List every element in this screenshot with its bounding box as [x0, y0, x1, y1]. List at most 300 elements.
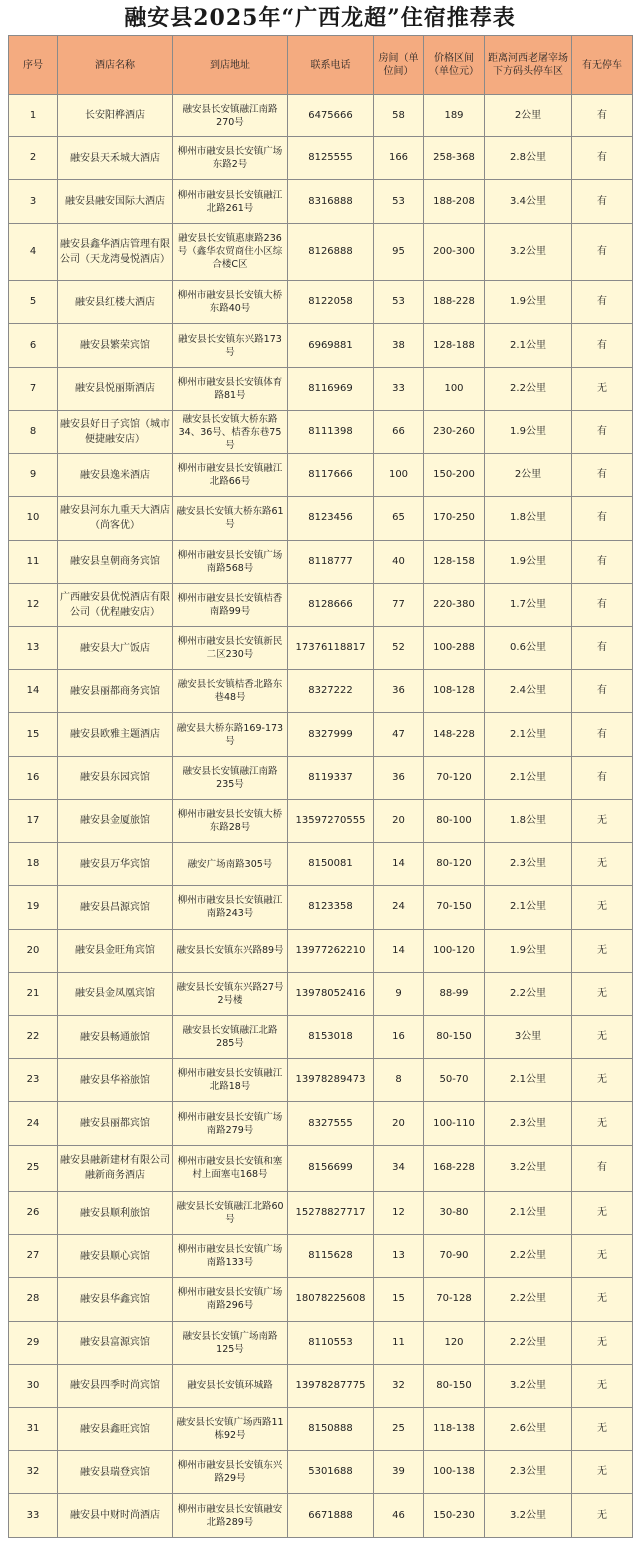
cell-index: 25	[9, 1145, 58, 1191]
cell-distance: 1.8公里	[485, 497, 572, 540]
cell-parking: 有	[572, 281, 633, 324]
cell-price: 150-200	[424, 454, 485, 497]
cell-price: 188-208	[424, 180, 485, 223]
cell-rooms: 9	[374, 972, 424, 1015]
cell-phone: 8327222	[288, 670, 374, 713]
cell-parking: 无	[572, 1278, 633, 1321]
cell-distance: 0.6公里	[485, 627, 572, 670]
cell-parking: 有	[572, 410, 633, 453]
cell-price: 189	[424, 95, 485, 137]
cell-name: 融安县大广饭店	[58, 627, 173, 670]
cell-price: 100-288	[424, 627, 485, 670]
cell-phone: 8119337	[288, 756, 374, 799]
cell-address: 柳州市融安县长安镇广场南路296号	[173, 1278, 288, 1321]
cell-distance: 2公里	[485, 454, 572, 497]
cell-index: 31	[9, 1408, 58, 1451]
cell-phone: 13978287775	[288, 1364, 374, 1407]
cell-address: 融安县长安镇广场西路11栋92号	[173, 1408, 288, 1451]
cell-name: 融安县融安国际大酒店	[58, 180, 173, 223]
cell-name: 融安县东园宾馆	[58, 756, 173, 799]
cell-rooms: 25	[374, 1408, 424, 1451]
cell-phone: 8116969	[288, 367, 374, 410]
cell-parking: 有	[572, 670, 633, 713]
cell-name: 融安县顺利旅馆	[58, 1191, 173, 1234]
cell-index: 15	[9, 713, 58, 756]
cell-address: 柳州市融安县长安镇大桥东路40号	[173, 281, 288, 324]
cell-rooms: 77	[374, 583, 424, 626]
cell-phone: 8125555	[288, 137, 374, 180]
cell-parking: 无	[572, 1364, 633, 1407]
cell-rooms: 24	[374, 886, 424, 929]
cell-parking: 有	[572, 627, 633, 670]
cell-distance: 2.3公里	[485, 1102, 572, 1145]
cell-phone: 8123358	[288, 886, 374, 929]
cell-parking: 有	[572, 324, 633, 367]
cell-price: 50-70	[424, 1059, 485, 1102]
cell-address: 柳州市融安县长安镇融江北路261号	[173, 180, 288, 223]
cell-name: 融安县丽都商务宾馆	[58, 670, 173, 713]
cell-phone: 13978052416	[288, 972, 374, 1015]
cell-index: 8	[9, 410, 58, 453]
cell-name: 融安县天禾城大酒店	[58, 137, 173, 180]
cell-distance: 2.8公里	[485, 137, 572, 180]
cell-rooms: 53	[374, 180, 424, 223]
cell-name: 融安县鑫华酒店管理有限公司（天龙湾曼悦酒店）	[58, 223, 173, 281]
cell-phone: 6671888	[288, 1494, 374, 1538]
cell-index: 16	[9, 756, 58, 799]
cell-price: 70-90	[424, 1235, 485, 1278]
cell-phone: 8128666	[288, 583, 374, 626]
table-row	[9, 324, 633, 367]
cell-distance: 1.9公里	[485, 540, 572, 583]
cell-rooms: 40	[374, 540, 424, 583]
cell-index: 9	[9, 454, 58, 497]
cell-index: 5	[9, 281, 58, 324]
table-body	[9, 95, 633, 1538]
cell-price: 80-100	[424, 799, 485, 842]
cell-rooms: 38	[374, 324, 424, 367]
cell-name: 融安县欧雅主题酒店	[58, 713, 173, 756]
cell-index: 28	[9, 1278, 58, 1321]
cell-distance: 2.1公里	[485, 886, 572, 929]
table-row	[9, 497, 633, 540]
cell-distance: 2.2公里	[485, 1321, 572, 1364]
cell-price: 168-228	[424, 1145, 485, 1191]
table-row	[9, 1145, 633, 1191]
cell-price: 80-120	[424, 843, 485, 886]
cell-name: 融安县富源宾馆	[58, 1321, 173, 1364]
table-row	[9, 799, 633, 842]
cell-parking: 有	[572, 180, 633, 223]
cell-index: 1	[9, 95, 58, 137]
cell-parking: 无	[572, 1191, 633, 1234]
table-row	[9, 367, 633, 410]
cell-price: 220-380	[424, 583, 485, 626]
cell-distance: 3.2公里	[485, 1364, 572, 1407]
cell-phone: 5301688	[288, 1451, 374, 1494]
cell-price: 80-150	[424, 1015, 485, 1058]
cell-price: 150-230	[424, 1494, 485, 1538]
table-row	[9, 137, 633, 180]
cell-name: 融安县金厦旅馆	[58, 799, 173, 842]
cell-index: 7	[9, 367, 58, 410]
cell-name: 融安县金旺角宾馆	[58, 929, 173, 972]
cell-phone: 8153018	[288, 1015, 374, 1058]
table-row	[9, 180, 633, 223]
cell-distance: 2.1公里	[485, 756, 572, 799]
cell-parking: 有	[572, 454, 633, 497]
table-row	[9, 1451, 633, 1494]
table-row	[9, 410, 633, 453]
table-row	[9, 1191, 633, 1234]
cell-price: 148-228	[424, 713, 485, 756]
cell-parking: 无	[572, 929, 633, 972]
cell-rooms: 95	[374, 223, 424, 281]
cell-price: 118-138	[424, 1408, 485, 1451]
cell-distance: 3.4公里	[485, 180, 572, 223]
cell-name: 融安县鑫旺宾馆	[58, 1408, 173, 1451]
cell-index: 6	[9, 324, 58, 367]
cell-name: 融安县繁荣宾馆	[58, 324, 173, 367]
cell-rooms: 11	[374, 1321, 424, 1364]
cell-rooms: 8	[374, 1059, 424, 1102]
cell-rooms: 52	[374, 627, 424, 670]
cell-distance: 1.7公里	[485, 583, 572, 626]
table-row	[9, 281, 633, 324]
cell-index: 22	[9, 1015, 58, 1058]
cell-distance: 1.9公里	[485, 281, 572, 324]
cell-index: 32	[9, 1451, 58, 1494]
cell-distance: 1.8公里	[485, 799, 572, 842]
header-phone: 联系电话	[288, 36, 374, 95]
cell-rooms: 34	[374, 1145, 424, 1191]
cell-price: 200-300	[424, 223, 485, 281]
cell-address: 柳州市融安县长安镇融安北路289号	[173, 1494, 288, 1538]
cell-phone: 8111398	[288, 410, 374, 453]
cell-rooms: 66	[374, 410, 424, 453]
cell-address: 柳州市融安县长安镇广场南路279号	[173, 1102, 288, 1145]
cell-address: 融安县长安镇融江北路285号	[173, 1015, 288, 1058]
table-row	[9, 886, 633, 929]
cell-index: 19	[9, 886, 58, 929]
table-row	[9, 95, 633, 137]
cell-parking: 无	[572, 1235, 633, 1278]
cell-distance: 2公里	[485, 95, 572, 137]
cell-distance: 2.3公里	[485, 1451, 572, 1494]
cell-phone: 8110553	[288, 1321, 374, 1364]
cell-index: 20	[9, 929, 58, 972]
cell-phone: 6475666	[288, 95, 374, 137]
table-row	[9, 1059, 633, 1102]
cell-price: 230-260	[424, 410, 485, 453]
cell-parking: 无	[572, 367, 633, 410]
cell-distance: 3.2公里	[485, 1145, 572, 1191]
cell-price: 70-128	[424, 1278, 485, 1321]
cell-rooms: 14	[374, 843, 424, 886]
cell-parking: 无	[572, 1102, 633, 1145]
cell-rooms: 33	[374, 367, 424, 410]
cell-parking: 有	[572, 540, 633, 583]
table-row	[9, 540, 633, 583]
cell-parking: 有	[572, 223, 633, 281]
cell-rooms: 39	[374, 1451, 424, 1494]
table-row	[9, 1494, 633, 1538]
cell-rooms: 20	[374, 799, 424, 842]
header-name: 酒店名称	[58, 36, 173, 95]
cell-name: 融安县畅通旅馆	[58, 1015, 173, 1058]
cell-name: 融安县瑞登宾馆	[58, 1451, 173, 1494]
cell-name: 融安县逸米酒店	[58, 454, 173, 497]
cell-parking: 有	[572, 95, 633, 137]
cell-rooms: 14	[374, 929, 424, 972]
cell-address: 融安县长安镇大桥东路61号	[173, 497, 288, 540]
cell-price: 128-188	[424, 324, 485, 367]
table-row	[9, 756, 633, 799]
cell-parking: 无	[572, 1059, 633, 1102]
cell-distance: 2.1公里	[485, 1191, 572, 1234]
cell-index: 24	[9, 1102, 58, 1145]
cell-phone: 15278827717	[288, 1191, 374, 1234]
cell-price: 100	[424, 367, 485, 410]
cell-name: 融安县四季时尚宾馆	[58, 1364, 173, 1407]
cell-rooms: 32	[374, 1364, 424, 1407]
cell-distance: 1.9公里	[485, 929, 572, 972]
cell-name: 融安县河东九重天大酒店（尚客优）	[58, 497, 173, 540]
cell-address: 融安县长安镇东兴路173号	[173, 324, 288, 367]
cell-address: 融安广场南路305号	[173, 843, 288, 886]
cell-address: 融安县长安镇东兴路89号	[173, 929, 288, 972]
cell-price: 108-128	[424, 670, 485, 713]
cell-parking: 有	[572, 583, 633, 626]
cell-distance: 2.6公里	[485, 1408, 572, 1451]
cell-address: 融安县长安镇东兴路27号2号楼	[173, 972, 288, 1015]
cell-price: 80-150	[424, 1364, 485, 1407]
cell-price: 128-158	[424, 540, 485, 583]
cell-phone: 8156699	[288, 1145, 374, 1191]
cell-index: 29	[9, 1321, 58, 1364]
cell-rooms: 58	[374, 95, 424, 137]
table-row	[9, 627, 633, 670]
cell-index: 26	[9, 1191, 58, 1234]
cell-name: 广西融安县优悦酒店有限公司（优程融安店）	[58, 583, 173, 626]
cell-distance: 1.9公里	[485, 410, 572, 453]
cell-address: 柳州市融安县长安镇新民二区230号	[173, 627, 288, 670]
cell-index: 33	[9, 1494, 58, 1538]
cell-phone: 8150081	[288, 843, 374, 886]
cell-index: 17	[9, 799, 58, 842]
cell-index: 10	[9, 497, 58, 540]
cell-phone: 8327555	[288, 1102, 374, 1145]
cell-address: 融安县长安镇大桥东路34、36号、桔香东巷75号	[173, 410, 288, 453]
cell-address: 融安县长安镇桔香北路东巷48号	[173, 670, 288, 713]
cell-rooms: 20	[374, 1102, 424, 1145]
cell-phone: 8123456	[288, 497, 374, 540]
cell-distance: 2.1公里	[485, 1059, 572, 1102]
cell-name: 融安县丽都宾馆	[58, 1102, 173, 1145]
cell-rooms: 15	[374, 1278, 424, 1321]
cell-phone: 13977262210	[288, 929, 374, 972]
cell-distance: 2.2公里	[485, 1278, 572, 1321]
cell-price: 30-80	[424, 1191, 485, 1234]
cell-distance: 2.3公里	[485, 843, 572, 886]
cell-phone: 8327999	[288, 713, 374, 756]
cell-parking: 无	[572, 972, 633, 1015]
cell-address: 融安县长安镇融江南路270号	[173, 95, 288, 137]
cell-rooms: 13	[374, 1235, 424, 1278]
cell-phone: 8150888	[288, 1408, 374, 1451]
cell-price: 100-138	[424, 1451, 485, 1494]
cell-price: 188-228	[424, 281, 485, 324]
cell-price: 170-250	[424, 497, 485, 540]
cell-address: 柳州市融安县长安镇体育路81号	[173, 367, 288, 410]
cell-address: 融安县长安镇融江北路60号	[173, 1191, 288, 1234]
cell-name: 融安县金凤凰宾馆	[58, 972, 173, 1015]
cell-phone: 6969881	[288, 324, 374, 367]
cell-address: 柳州市融安县长安镇大桥东路28号	[173, 799, 288, 842]
cell-rooms: 16	[374, 1015, 424, 1058]
cell-price: 120	[424, 1321, 485, 1364]
cell-distance: 2.2公里	[485, 367, 572, 410]
cell-phone: 8115628	[288, 1235, 374, 1278]
cell-parking: 无	[572, 843, 633, 886]
cell-name: 融安县好日子宾馆（城市便捷融安店）	[58, 410, 173, 453]
cell-distance: 2.1公里	[485, 324, 572, 367]
cell-index: 23	[9, 1059, 58, 1102]
cell-index: 27	[9, 1235, 58, 1278]
cell-distance: 2.1公里	[485, 713, 572, 756]
cell-parking: 有	[572, 497, 633, 540]
cell-parking: 无	[572, 799, 633, 842]
hotel-table	[8, 35, 633, 1538]
cell-index: 30	[9, 1364, 58, 1407]
cell-rooms: 65	[374, 497, 424, 540]
cell-parking: 有	[572, 756, 633, 799]
cell-price: 70-120	[424, 756, 485, 799]
cell-phone: 18078225608	[288, 1278, 374, 1321]
cell-address: 柳州市融安县长安镇东兴路29号	[173, 1451, 288, 1494]
cell-price: 100-110	[424, 1102, 485, 1145]
cell-parking: 有	[572, 137, 633, 180]
cell-address: 融安县长安镇广场南路125号	[173, 1321, 288, 1364]
header-distance: 距离河西老屠宰场下方码头停车区	[485, 36, 572, 95]
cell-rooms: 100	[374, 454, 424, 497]
cell-name: 融安县融新建材有限公司融新商务酒店	[58, 1145, 173, 1191]
cell-rooms: 36	[374, 756, 424, 799]
cell-address: 柳州市融安县长安镇和塞村上面塞屯168号	[173, 1145, 288, 1191]
cell-address: 柳州市融安县长安镇广场南路568号	[173, 540, 288, 583]
header-rooms: 房间（单位间）	[374, 36, 424, 95]
table-row	[9, 713, 633, 756]
cell-parking: 无	[572, 1408, 633, 1451]
cell-parking: 无	[572, 1451, 633, 1494]
cell-phone: 13597270555	[288, 799, 374, 842]
cell-name: 融安县万华宾馆	[58, 843, 173, 886]
cell-phone: 17376118817	[288, 627, 374, 670]
cell-address: 融安县长安镇融江南路235号	[173, 756, 288, 799]
cell-index: 18	[9, 843, 58, 886]
cell-name: 融安县中财时尚酒店	[58, 1494, 173, 1538]
cell-phone: 13978289473	[288, 1059, 374, 1102]
cell-address: 柳州市融安县长安镇融江南路243号	[173, 886, 288, 929]
header-address: 到店地址	[173, 36, 288, 95]
cell-price: 258-368	[424, 137, 485, 180]
table-row	[9, 1321, 633, 1364]
cell-index: 12	[9, 583, 58, 626]
cell-parking: 有	[572, 713, 633, 756]
cell-name: 融安县华鑫宾馆	[58, 1278, 173, 1321]
table-row	[9, 1235, 633, 1278]
cell-distance: 2.2公里	[485, 972, 572, 1015]
cell-parking: 无	[572, 1015, 633, 1058]
table-row	[9, 1102, 633, 1145]
cell-phone: 8118777	[288, 540, 374, 583]
cell-index: 4	[9, 223, 58, 281]
table-row	[9, 454, 633, 497]
table-row	[9, 1408, 633, 1451]
cell-address: 融安县长安镇环城路	[173, 1364, 288, 1407]
cell-name: 长安阳桦酒店	[58, 95, 173, 137]
cell-address: 柳州市融安县长安镇广场东路2号	[173, 137, 288, 180]
cell-price: 70-150	[424, 886, 485, 929]
cell-distance: 2.2公里	[485, 1235, 572, 1278]
cell-name: 融安县顺心宾馆	[58, 1235, 173, 1278]
cell-address: 柳州市融安县长安镇融江北路66号	[173, 454, 288, 497]
table-row	[9, 223, 633, 281]
header-index: 序号	[9, 36, 58, 95]
cell-phone: 8122058	[288, 281, 374, 324]
table-row	[9, 929, 633, 972]
cell-phone: 8126888	[288, 223, 374, 281]
header-parking: 有无停车	[572, 36, 633, 95]
cell-distance: 3.2公里	[485, 1494, 572, 1538]
cell-address: 柳州市融安县长安镇广场南路133号	[173, 1235, 288, 1278]
page-title: 融安县2025年“广西龙超”住宿推荐表	[124, 5, 516, 31]
cell-rooms: 166	[374, 137, 424, 180]
cell-index: 14	[9, 670, 58, 713]
table-row	[9, 1278, 633, 1321]
cell-rooms: 46	[374, 1494, 424, 1538]
cell-name: 融安县红楼大酒店	[58, 281, 173, 324]
table-row	[9, 843, 633, 886]
cell-address: 柳州市融安县长安镇融江北路18号	[173, 1059, 288, 1102]
cell-rooms: 36	[374, 670, 424, 713]
cell-address: 融安县长安镇惠康路236号（鑫华农贸商住小区综合楼C区	[173, 223, 288, 281]
cell-parking: 有	[572, 1145, 633, 1191]
cell-rooms: 12	[374, 1191, 424, 1234]
cell-distance: 3.2公里	[485, 223, 572, 281]
cell-name: 融安县华裕旅馆	[58, 1059, 173, 1102]
cell-price: 88-99	[424, 972, 485, 1015]
table-row	[9, 1364, 633, 1407]
cell-phone: 8316888	[288, 180, 374, 223]
cell-index: 2	[9, 137, 58, 180]
cell-distance: 3公里	[485, 1015, 572, 1058]
cell-distance: 2.4公里	[485, 670, 572, 713]
cell-rooms: 47	[374, 713, 424, 756]
cell-name: 融安县昌源宾馆	[58, 886, 173, 929]
cell-address: 融安县大桥东路169-173号	[173, 713, 288, 756]
table-row	[9, 972, 633, 1015]
cell-address: 柳州市融安县长安镇桔香南路99号	[173, 583, 288, 626]
cell-index: 13	[9, 627, 58, 670]
cell-index: 3	[9, 180, 58, 223]
cell-price: 100-120	[424, 929, 485, 972]
table-header	[9, 36, 633, 95]
table-row	[9, 670, 633, 713]
cell-parking: 无	[572, 1321, 633, 1364]
cell-parking: 无	[572, 1494, 633, 1538]
cell-parking: 无	[572, 886, 633, 929]
